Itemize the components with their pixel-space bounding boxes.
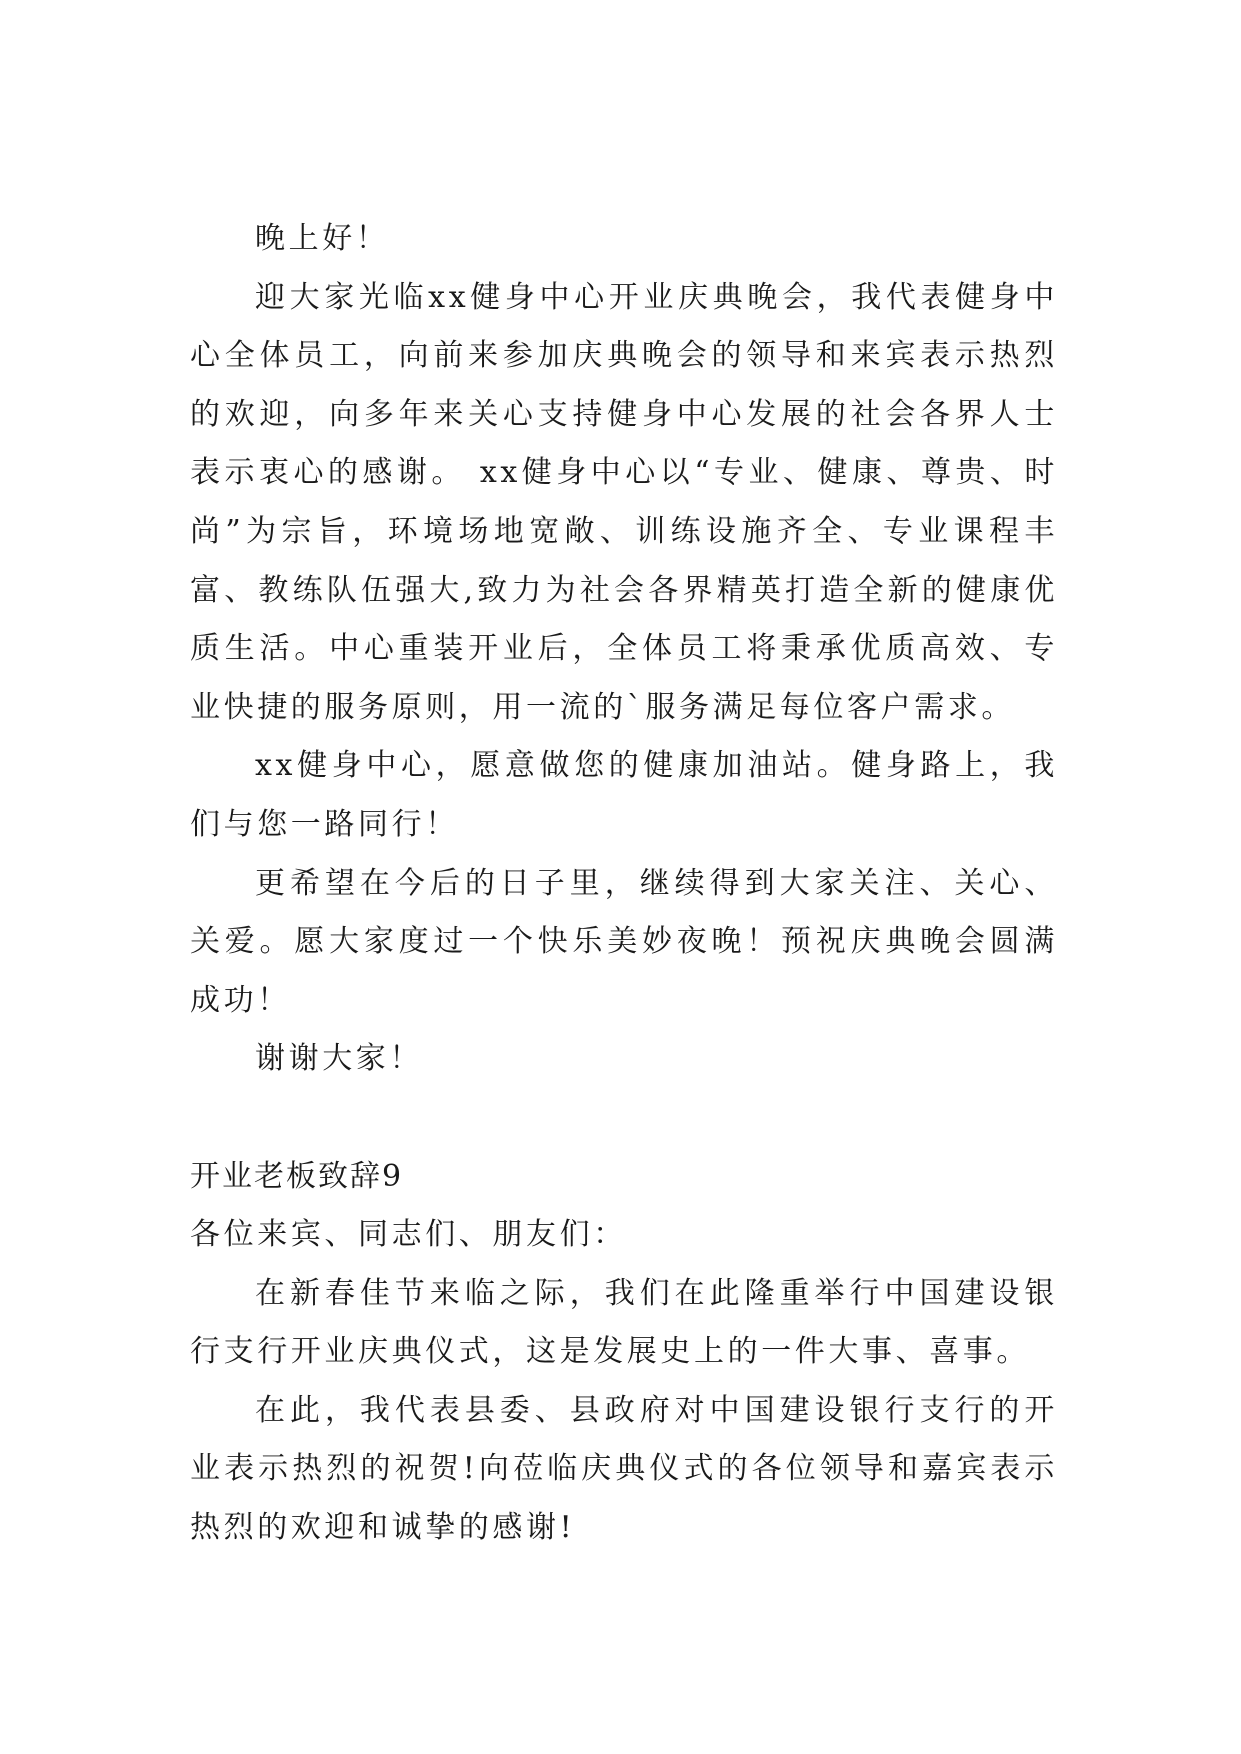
fitness-center-paragraph: xx健身中心，愿意做您的健康加油站。健身路上，我们与您一路同行！ <box>190 748 1058 842</box>
section-spacer <box>190 1089 1058 1148</box>
welcome-paragraph: 迎大家光临xx健身中心开业庆典晚会，我代表健身中心全体员工，向前来参加庆典晚会的领导和来宾表示热烈的欢迎，向多年来关心支持健身中心发展的社会各界人士表示衷心的感谢。 xx健身中心以“专业、健康、尊贵、时尚”为宗旨，环境场地宽敞、训练设施齐全、专业课程丰富、教练队伍强大,致力为社会各界精英打造全新的健康优质生活。中心重装开业后，全体员工将秉承优质高效、专业快捷的服务原则，用一流的`服务满足每位客户需求。 <box>190 279 1058 725</box>
greeting-paragraph: 晚上好！ <box>255 221 390 256</box>
salutation-paragraph: 各位来宾、同志们、朋友们： <box>190 1217 627 1253</box>
congratulation-paragraph: 在此，我代表县委、县政府对中国建设银行支行的开业表示热烈的祝贺!向莅临庆典仪式的各位领导和嘉宾表示热烈的欢迎和诚挚的感谢! <box>190 1392 1058 1546</box>
thanks-paragraph: 谢谢大家！ <box>255 1041 423 1077</box>
hope-paragraph: 更希望在今后的日子里，继续得到大家关注、关心、关爱。愿大家度过一个快乐美妙夜晚！预祝庆典晚会圆满成功！ <box>190 865 1058 1018</box>
document-body <box>190 210 1058 1558</box>
ceremony-paragraph: 在新春佳节来临之际，我们在此隆重举行中国建设银行支行开业庆典仪式，这是发展史上的一件大事、喜事。 <box>190 1275 1058 1370</box>
section-title: 开业老板致辞9 <box>190 1158 404 1194</box>
